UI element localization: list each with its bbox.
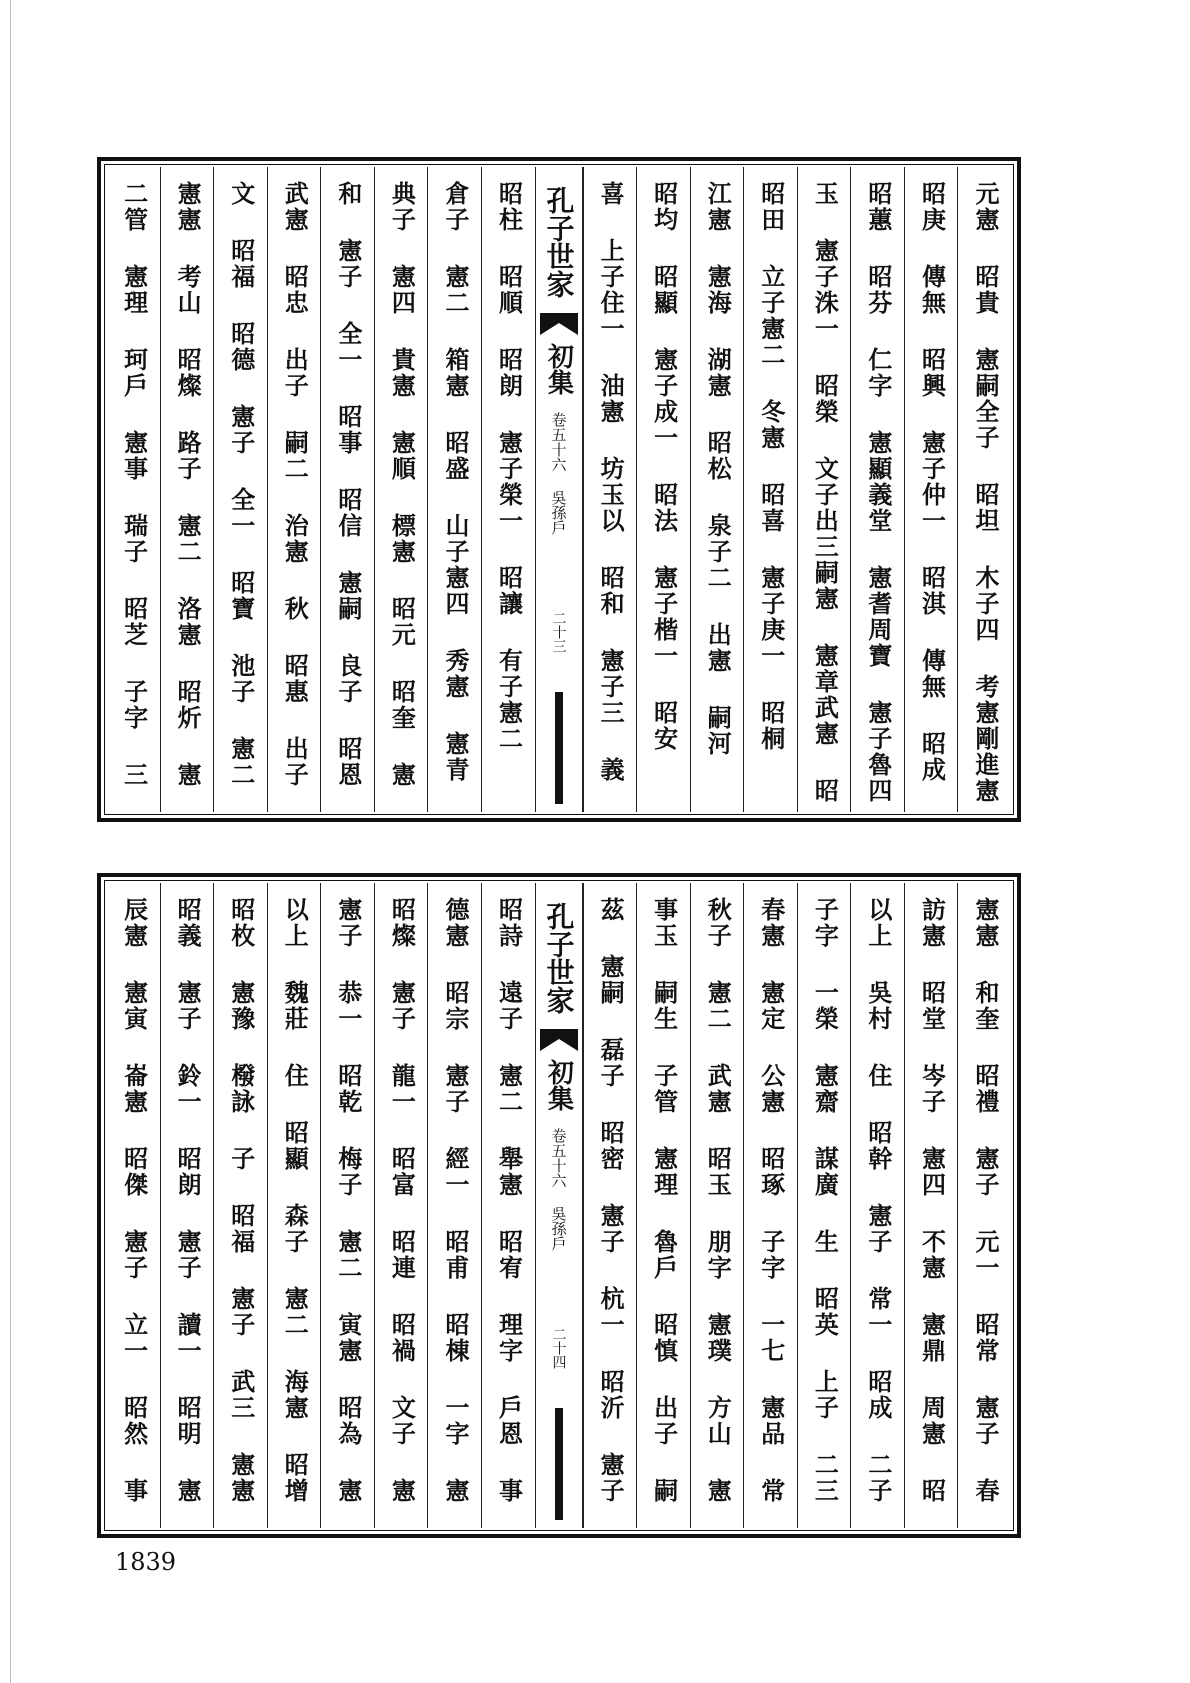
column-text: 春憲 憲定 公憲 昭琢 子字 一七 憲品 常 xyxy=(756,897,786,1504)
text-column xyxy=(320,883,374,1528)
volume-label: 初集 xyxy=(543,343,574,395)
column-text: 元憲 昭貴 憲嗣全子 昭坦 木子四 考憲剛進憲 xyxy=(971,181,1000,804)
text-column xyxy=(107,167,160,812)
page-edge-rule xyxy=(10,0,11,1683)
text-column xyxy=(267,167,321,812)
text-column xyxy=(743,883,797,1528)
column-text: 文 昭福 昭德 憲子 全一 昭寶 池子 憲二 xyxy=(226,181,256,788)
column-text: 典子 憲四 貴憲 憲順 標憲 昭元 昭奎 憲 xyxy=(387,181,417,788)
column-text: 辰憲 憲寅 崙憲 昭傑 憲子 立一 昭然 事 xyxy=(119,897,149,1504)
leaf-number: 二十四 xyxy=(550,1327,567,1369)
book-title: 孔子世家 xyxy=(542,186,576,298)
column-text: 江憲 憲海 湖憲 昭松 泉子二 出憲 嗣河 xyxy=(703,181,733,757)
text-column xyxy=(481,883,535,1528)
column-text: 昭枚 憲豫 橃詠 子 昭福 憲子 武三 憲憲 xyxy=(226,897,256,1504)
column-text: 昭義 憲子 鈴一 昭朗 憲子 讀一 昭明 憲 xyxy=(173,897,203,1504)
text-column xyxy=(957,883,1011,1528)
column-text: 昭庚 傳無 昭興 憲子仲一 昭淇 傳無 昭成 xyxy=(917,181,947,783)
text-column xyxy=(481,167,535,812)
genealogy-panel-bottom xyxy=(97,873,1021,1538)
column-text: 秋子 憲二 武憲 昭玉 朋字 憲璞 方山 憲 xyxy=(703,897,733,1504)
column-text: 子字 一榮 憲齋 謀廣 生 昭英 上子 二三 xyxy=(810,897,840,1504)
text-column xyxy=(213,167,267,812)
juan-label: 卷五十六 吳孫戶 xyxy=(549,1127,568,1251)
text-column xyxy=(427,167,481,812)
text-column xyxy=(374,883,428,1528)
column-text: 和 憲子 全一 昭事 昭信 憲嗣 良子 昭恩 xyxy=(333,181,363,788)
center-black-bar xyxy=(555,1408,563,1520)
fish-tail-mark-icon xyxy=(540,1029,578,1051)
text-column xyxy=(904,883,958,1528)
column-text: 武憲 昭忠 出子 嗣二 治憲 秋 昭惠 出子 xyxy=(280,181,310,788)
volume-label: 初集 xyxy=(543,1059,574,1111)
column-text: 德憲 昭宗 憲子 經一 昭甫 昭棟 一字 憲 xyxy=(440,897,470,1504)
column-text: 倉子 憲二 箱憲 昭盛 山子憲四 秀憲 憲青 xyxy=(440,181,470,783)
column-text: 以上 魏莊 住 昭顯 森子 憲二 海憲 昭增 xyxy=(280,897,310,1504)
text-column xyxy=(107,883,160,1528)
column-text: 昭田 立子憲二 冬憲 昭喜 憲子庚一 昭桐 xyxy=(756,181,786,752)
text-column xyxy=(583,167,637,812)
text-column xyxy=(427,883,481,1528)
center-black-bar xyxy=(555,692,563,804)
column-text: 昭蕙 昭芬 仁字 憲顯義堂 憲耆周寶 憲子魯四 xyxy=(863,181,893,804)
text-column xyxy=(267,883,321,1528)
center-gutter xyxy=(535,883,583,1528)
text-column xyxy=(160,167,214,812)
column-text: 昭均 昭顯 憲子成一 昭法 憲子楷一 昭安 xyxy=(649,181,679,752)
text-column xyxy=(636,883,690,1528)
column-text: 憲憲 和奎 昭禮 憲子 元一 昭常 憲子 春 xyxy=(971,897,1000,1504)
genealogy-panel-top xyxy=(97,157,1021,822)
column-text: 昭燦 憲子 龍一 昭富 昭連 昭禍 文子 憲 xyxy=(387,897,417,1504)
column-text: 喜 上子住一 油憲 坊玉以 昭和 憲子三 義 xyxy=(596,181,626,783)
text-column xyxy=(797,167,851,812)
book-title: 孔子世家 xyxy=(542,902,576,1014)
juan-label: 卷五十六 吳孫戶 xyxy=(549,411,568,535)
column-text: 玉 憲子洙一 昭榮 文子出三嗣憲 憲章武憲 昭 xyxy=(810,181,840,804)
text-column xyxy=(904,167,958,812)
column-text: 昭詩 遠子 憲二 舉憲 昭宥 理字 戶恩 事 xyxy=(494,897,524,1504)
column-text: 茲 憲嗣 磊子 昭密 憲子 杭一 昭沂 憲子 xyxy=(596,897,626,1504)
text-column xyxy=(690,883,744,1528)
page-number: 1839 xyxy=(115,1548,177,1576)
column-text: 事玉 嗣生 子管 憲理 魯戶 昭慎 出子 嗣 xyxy=(649,897,679,1504)
text-column xyxy=(160,883,214,1528)
fish-tail-mark-icon xyxy=(540,313,578,335)
column-text: 二管 憲理 珂戶 憲事 瑞子 昭芝 子字 三 xyxy=(119,181,149,788)
text-column xyxy=(797,883,851,1528)
text-column xyxy=(850,167,904,812)
text-column xyxy=(690,167,744,812)
text-column xyxy=(636,167,690,812)
center-gutter xyxy=(535,167,583,812)
column-row xyxy=(107,167,1011,812)
text-column xyxy=(374,167,428,812)
text-column xyxy=(850,883,904,1528)
text-column xyxy=(743,167,797,812)
text-column xyxy=(320,167,374,812)
column-text: 訪憲 昭堂 岑子 憲四 不憲 憲鼎 周憲 昭 xyxy=(917,897,947,1504)
column-row xyxy=(107,883,1011,1528)
text-column xyxy=(213,883,267,1528)
leaf-number: 二十三 xyxy=(550,611,567,653)
column-text: 憲子 恭一 昭乾 梅子 憲二 寅憲 昭為 憲 xyxy=(333,897,363,1504)
column-text: 以上 吳村 住 昭幹 憲子 常一 昭成 二子 xyxy=(863,897,893,1504)
column-text: 憲憲 考山 昭燦 路子 憲二 洛憲 昭炘 憲 xyxy=(173,181,203,788)
text-column xyxy=(957,167,1011,812)
column-text: 昭柱 昭順 昭朗 憲子榮一 昭讓 有子憲二 xyxy=(494,181,524,752)
text-column xyxy=(583,883,637,1528)
